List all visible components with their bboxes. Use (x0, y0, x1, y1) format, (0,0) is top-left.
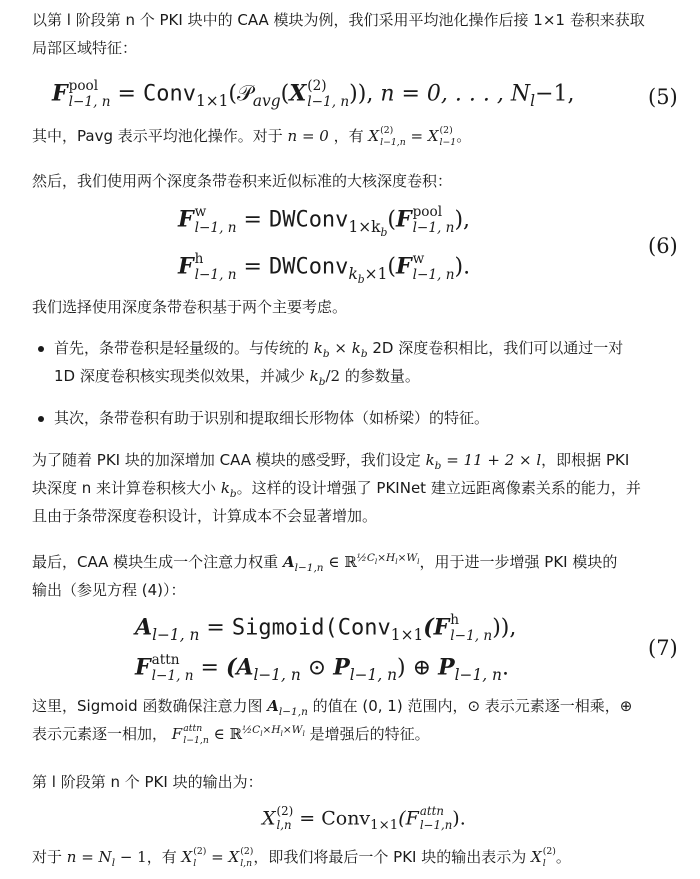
equation-5-number: (5) (648, 85, 678, 109)
equation-output: X (2) l,n = Conv$_{1\times 1}$(F attn l−1,n ). (262, 804, 466, 834)
equation-6-line-2: F h l−1, n = DWConv$_{k_b\times 1}$(F w l−1, n ). (178, 251, 471, 287)
attention-paragraph: 最后，CAA 模块生成一个注意力权重 $A_{l-1,n}$ ∈ ℝ$^{\frac{1}{2}C_l\times H_l\times W_l}$，用于进一步增强 PKI 模块的 输出（参见方程 (4)）： (32, 552, 618, 599)
equation-6-line-1: F w l−1, n = DWConv$_{1\times k_b}$(F pool l−1, n ), (178, 204, 471, 240)
intro-paragraph (32, 6, 688, 62)
list-item: 其次，条带卷积有助于识别和提取细长形物体（如桥梁）的特征。 (32, 404, 688, 432)
output-paragraph: 第 l 阶段第 n 个 PKI 块的输出为： (32, 773, 263, 791)
choice-paragraph: 我们选择使用深度条带卷积基于两个主要考虑。 (32, 298, 348, 316)
strip-conv-paragraph: 然后，我们使用两个深度条带卷积来近似标准的大核深度卷积： (32, 172, 453, 190)
equation-7-line-1: $A_{l-1, n}$ = Sigmoid(Conv$_{1\times 1}$(F h l−1, n )), (135, 612, 517, 645)
equation-7-number: (7) (648, 636, 678, 660)
intro-line-1: 以第 l 阶段第 n 个 PKI 块中的 CAA 模块为例，我们采用平均池化操作后接 1×1 卷积来获取 (32, 11, 645, 29)
pavg-paragraph: 其中，Pavg 表示平均池化操作。对于 n = 0 ，有 X (2) l−1,n = X (2) l−1 。 (32, 125, 472, 148)
list-item: 首先，条带卷积是轻量级的。与传统的 $k_b \times k_b$ 2D 深度卷积相比，我们可以通过一对 1D 深度卷积核实现类似效果，并减少 $k_b/2$ 的参数量。 (32, 334, 688, 394)
kernel-size-paragraph: 为了随着 PKI 块的加深增加 CAA 模块的感受野，我们设定 $k_b = 11 + 2 \times l$，即根据 PKI 块深度 n 来计算卷积核大小 $k_b$。这样的设计增强了 PKINet 建立远距离像素关系的能力，并 且由于条带深度卷积设计，计算成本不会显著增加。 (32, 451, 641, 525)
equation-6-number: (6) (648, 234, 678, 258)
considerations-list (32, 334, 688, 432)
final-paragraph: 对于 $n = N_l - 1$，有 X (2) l = X (2) l,n ，即我们将最后一个 PKI 块的输出表示为 X (2) l 。 (32, 846, 571, 869)
intro-line-2: 局部区域特征： (32, 39, 138, 57)
sigmoid-paragraph: 这里，Sigmoid 函数确保注意力图 $A_{l-1,n}$ 的值在 (0, 1) 范围内，⊙ 表示元素逐一相乘，⊕ 表示元素逐一相加， F attn l−1,n ∈ ℝ$^{\frac{1}{2}C_l\times H_l\times W_l}$ 是增强后的特征。 (32, 697, 633, 746)
equation-5: F pool l−1, n = Conv$_{1\times 1}$(𝒫$_{avg}$(X (2) l−1, n )), n = 0, . . . , $N_l-1$, (52, 78, 575, 111)
equation-7-line-2: F attn l−1, n = ($A_{l-1, n}$ ⊙ $P_{l-1, n}$) ⊕ $P_{l-1, n}$. (135, 652, 509, 685)
